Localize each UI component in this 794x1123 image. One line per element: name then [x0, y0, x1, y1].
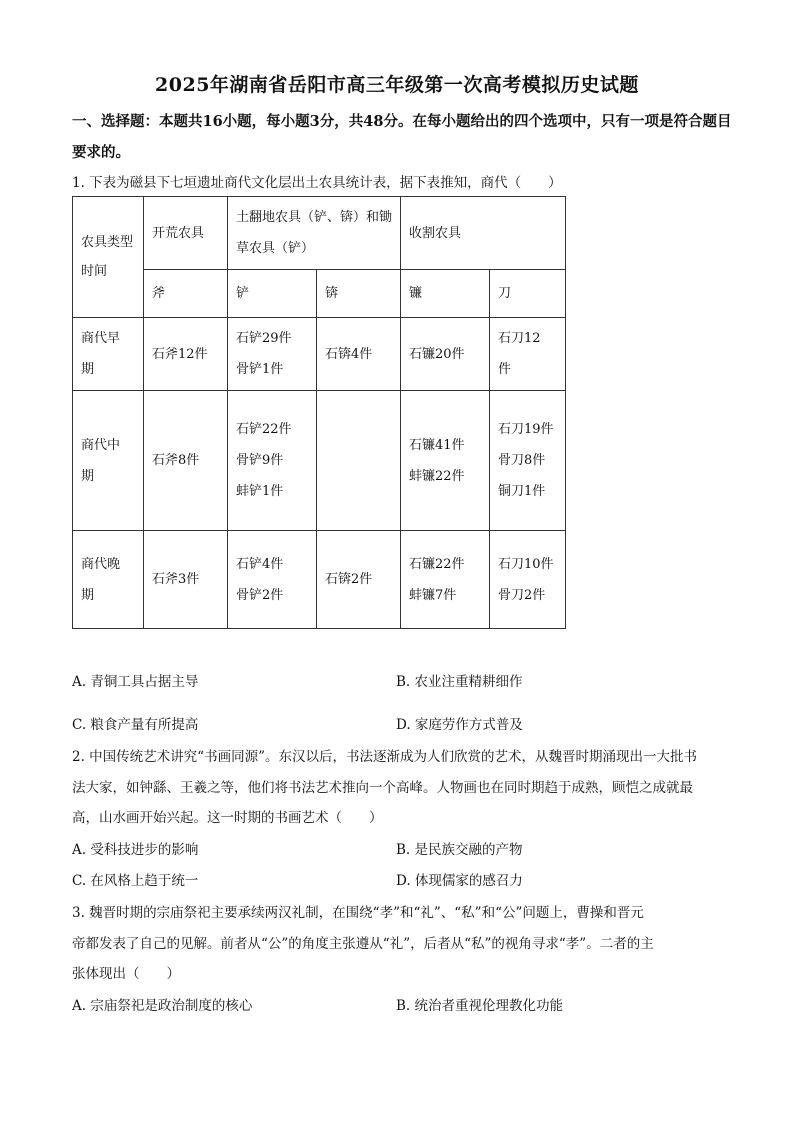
- table-cell-period: 商代早期: [73, 318, 144, 391]
- q1-table: [72, 196, 566, 629]
- q1-stem: 1. 下表为磁县下七垣遗址商代文化层出土农具统计表，据下表推知，商代（ ）: [72, 175, 562, 191]
- table-cell: 石刀10件 骨刀2件: [490, 531, 566, 629]
- q3-option-a[interactable]: A. 宗庙祭祀是政治制度的核心: [72, 998, 253, 1014]
- table-cell: 石斧3件: [144, 531, 228, 629]
- table-sub-header: 斧: [144, 270, 228, 318]
- table-sub-header: 锛: [317, 270, 401, 318]
- page-title: 2025年湖南省岳阳市高三年级第一次高考模拟历史试题: [155, 74, 639, 96]
- table-row: [73, 318, 566, 391]
- table-sub-header: 铲: [228, 270, 317, 318]
- table-row: [73, 531, 566, 629]
- table-cell: 石锛4件: [317, 318, 401, 391]
- table-cell: 石铲22件 骨铲9件 蚌铲1件: [228, 391, 317, 531]
- q1-option-d[interactable]: D. 家庭劳作方式普及: [396, 717, 523, 733]
- q1-option-c[interactable]: C. 粮食产量有所提高: [72, 717, 199, 733]
- table-cell: 石镰41件 蚌镰22件: [401, 391, 490, 531]
- table-cell: 石镰22件 蚌镰7件: [401, 531, 490, 629]
- table-cell-period: 商代中期: [73, 391, 144, 531]
- q3-stem-line: 张体现出（ ）: [72, 966, 180, 982]
- table-group-header: 收割农具: [401, 197, 566, 270]
- q1-option-b[interactable]: B. 农业注重精耕细作: [396, 674, 523, 690]
- table-cell: [317, 391, 401, 531]
- table-group-header: 开荒农具: [144, 197, 228, 270]
- table-cell: 石刀19件 骨刀8件 铜刀1件: [490, 391, 566, 531]
- q2-stem-line: 高，山水画开始兴起。这一时期的书画艺术（ ）: [72, 810, 383, 826]
- section-heading: 一、选择题：本题共16小题，每小题3分，共48分。在每小题给出的四个选项中，只有一项是符合题目要求的。: [72, 113, 732, 161]
- q3-option-b[interactable]: B. 统治者重视伦理教化功能: [396, 998, 564, 1014]
- table-row: [73, 391, 566, 531]
- q2-option-a[interactable]: A. 受科技进步的影响: [72, 842, 199, 858]
- q2-stem-line: 法大家，如钟繇、王羲之等，他们将书法艺术推向一个高峰。人物画也在同时期趋于成熟，顾恺之成就最: [72, 780, 693, 796]
- table-cell: 石铲29件 骨铲1件: [228, 318, 317, 391]
- q1-option-a[interactable]: A. 青铜工具占据主导: [72, 674, 199, 690]
- table-cell: 石斧8件: [144, 391, 228, 531]
- table-sub-header: 刀: [490, 270, 566, 318]
- table-group-header: 土翻地农具（铲、锛）和锄草农具（铲）: [228, 197, 401, 270]
- q3-stem-line: 3. 魏晋时期的宗庙祭祀主要承续两汉礼制，在围绕“孝”和“礼”、“私”和“公”问题上，曹操和晋元: [72, 905, 644, 921]
- q2-stem-line: 2. 中国传统艺术讲究“书画同源”。东汉以后，书法逐渐成为人们欣赏的艺术，从魏晋时期涌现出一大批书: [72, 749, 697, 765]
- table-cell: 石锛2件: [317, 531, 401, 629]
- table-cell-period: 商代晚期: [73, 531, 144, 629]
- table-cell: 石铲4件 骨铲2件: [228, 531, 317, 629]
- table-cell: 石刀12件: [490, 318, 566, 391]
- table-corner-header: 农具类型 时间: [73, 197, 144, 318]
- q3-stem-line: 帝都发表了自己的见解。前者从“公”的角度主张遵从“礼”，后者从“私”的视角寻求“孝”。二者的主: [72, 936, 654, 952]
- q2-option-d[interactable]: D. 体现儒家的感召力: [396, 873, 523, 889]
- q2-option-c[interactable]: C. 在风格上趋于统一: [72, 873, 199, 889]
- table-cell: 石镰20件: [401, 318, 490, 391]
- table-sub-header: 镰: [401, 270, 490, 318]
- q2-option-b[interactable]: B. 是民族交融的产物: [396, 842, 523, 858]
- table-cell: 石斧12件: [144, 318, 228, 391]
